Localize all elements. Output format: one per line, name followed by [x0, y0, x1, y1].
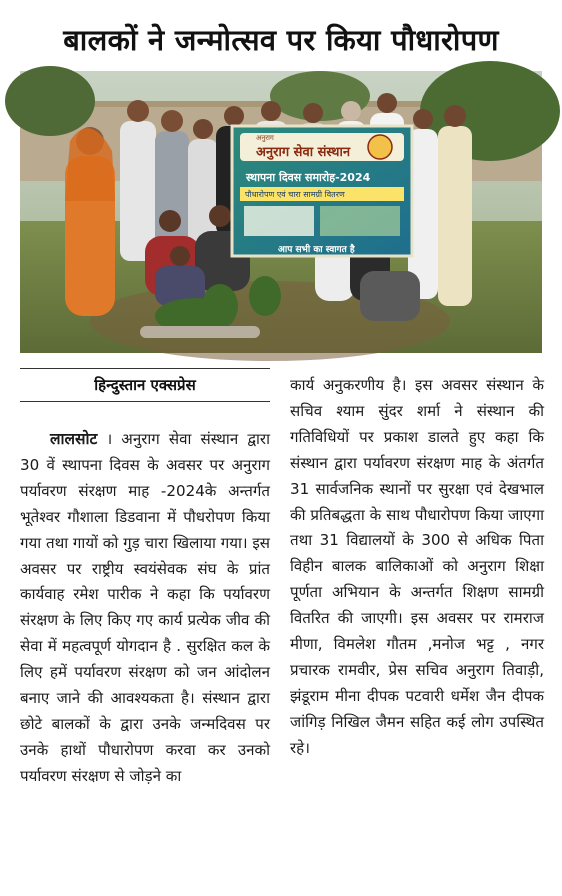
- article-column-left: [20, 427, 270, 790]
- article-text-right: कार्य अनुकरणीय है। इस अवसर संस्थान के सचिव श्याम सुंदर शर्मा ने संस्थान की गतिविधियों पर प्रकाश डालते हुए कहा कि संस्थान द्वारा पर्यावरण संरक्षण माह के अंतर्गत 31 सार्वजनिक स्थानों पर सुरक्षा एवं देखभाल की प्रतिबद्धता के साथ पौधारोपण किया जाएगा तथा 31 विद्यालयों के 300 से अधिक पिता विहीन बालक बालिकाओं को अनुराग शिक्षा पूर्णता अभियान के अन्तर्गत शिक्षण सामग्री वितरित की जाएगी। इस अवसर पर रामराज मीणा, विमलेश गौतम ,मनोज भट्ट , नगर प्रचारक रामवीर, प्रेस सचिव अनुराग तिवाड़ी, झंडूराम मीना दीपक पटवारी धर्मेश जैन दीपक जांगिड़ निखिल जैमन सहित कई लोग उपस्थित रहे।: [290, 376, 544, 757]
- banner-footer: आप सभी का स्वागत है: [278, 245, 355, 255]
- source-label: हिन्दुस्तान एक्सप्रेस: [94, 376, 196, 394]
- banner-logo: [368, 135, 392, 159]
- source-rule-top: [20, 368, 270, 369]
- news-photo: [20, 71, 542, 353]
- article-text-left: । अनुराग सेवा संस्थान द्वारा 30 वें स्थापना दिवस के अवसर पर अनुराग पर्यावरण संरक्षण माह -2024के अन्तर्गत भूतेश्वर गौशाला डिडवाना में पौधरोपण किया गया तथा गायों को गुड़ चारा खिलाया गया। इस अवसर पर राष्ट्रीय स्वयंसेवक संघ के प्रांत कार्यवाह रमेश पारीक ने कहा कि पर्यावरण संरक्षण के लिए किए गए कार्य प्रत्येक जीव की सेवा में महत्वपूर्ण योगदान है . सुरक्षित कल के लिए हमें पर्यावरण संरक्षण को जन आंदोलन बनाए जाने की आवश्यकता है। संस्थान द्वारा छोटे बालकों के द्वारा उनके जन्मदिवस पर उनके हाथों पौधारोपण करवा कर उनको पर्यावरण संरक्षण से जोड़ने का: [20, 430, 270, 785]
- source-rule-bottom: [20, 401, 270, 402]
- banner-subline: पौधारोपण एवं चारा सामग्री वितरण: [245, 190, 345, 199]
- headline: बालकों ने जन्मोत्सव पर किया पौधारोपण: [63, 23, 499, 57]
- article-column-right: [290, 373, 544, 762]
- banner-org-small: अनुराग: [256, 134, 274, 142]
- banner-event: स्थापना दिवस समारोह-2024: [246, 171, 371, 184]
- photo-illustration: [20, 71, 542, 353]
- banner-org-name: अनुराग सेवा संस्थान: [256, 145, 351, 160]
- event-banner: [232, 126, 412, 256]
- clipped-previous-line: [0, 0, 562, 10]
- tree: [5, 66, 95, 136]
- dateline: लालसोट: [50, 430, 98, 448]
